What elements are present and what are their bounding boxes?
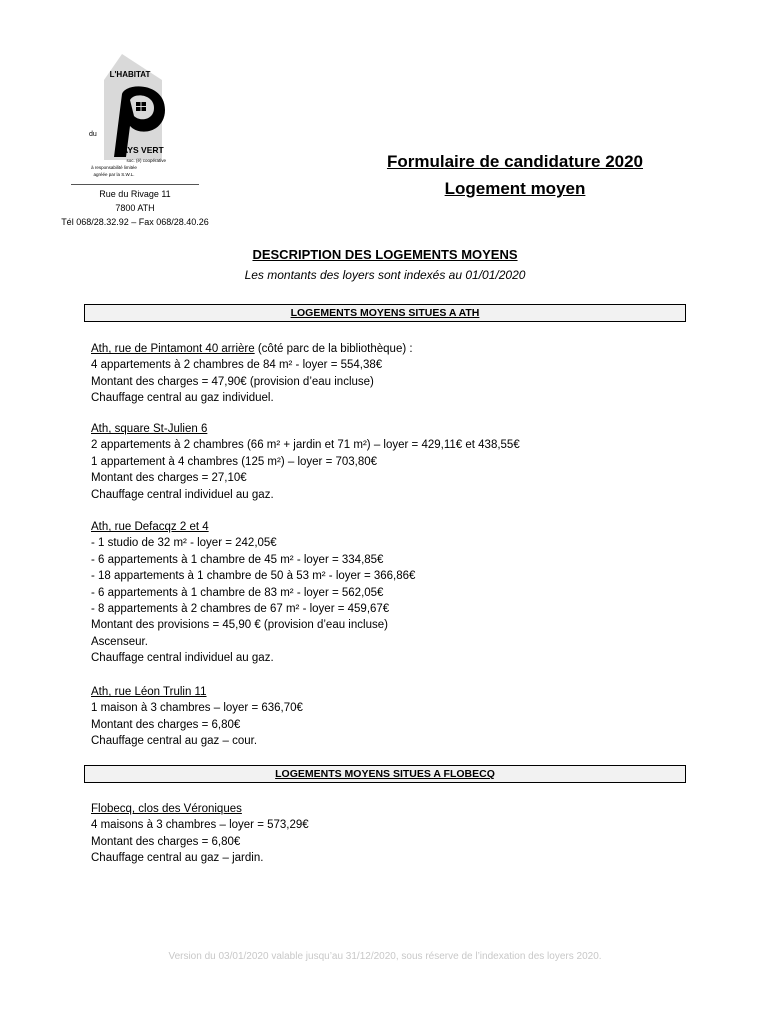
address-city: 7800 ATH	[115, 203, 155, 213]
listing-line: Chauffage central au gaz – jardin.	[91, 852, 264, 865]
address-contact: Tél 068/28.32.92 – Fax 068/28.40.26	[61, 217, 209, 227]
listing-line: - 1 studio de 32 m² - loyer = 242,05€	[91, 537, 277, 550]
section-heading: DESCRIPTION DES LOGEMENTS MOYENS	[252, 247, 518, 262]
logo-top-text: L'HABITAT	[109, 70, 151, 79]
listing-veroniques	[91, 801, 711, 867]
address-street: Rue du Rivage 11	[99, 189, 171, 199]
listing-line: Montant des charges = 47,90€ (provision d’eau incluse)	[91, 375, 374, 388]
listing-line: - 6 appartements à 1 chambre de 83 m² - loyer = 562,05€	[91, 586, 384, 599]
listing-line: - 8 appartements à 2 chambres de 67 m² - loyer = 459,67€	[91, 603, 390, 616]
logo-line2: à responsabilité limitée	[91, 165, 137, 170]
listing-title-suffix: (côté parc de la bibliothèque) :	[254, 343, 413, 355]
listing-title: Flobecq, clos des Véroniques	[91, 803, 242, 815]
listing-line: Montant des charges = 27,10€	[91, 472, 247, 485]
section-box-label: LOGEMENTS MOYENS SITUES A ATH	[290, 307, 480, 319]
listing-pintamont	[91, 341, 711, 407]
listing-line: Chauffage central au gaz – cour.	[91, 735, 258, 748]
listing-leon-trulin	[91, 684, 711, 750]
section-box-label: LOGEMENTS MOYENS SITUES A FLOBECQ	[275, 768, 495, 780]
listing-title: Ath, rue de Pintamont 40 arrière	[91, 343, 255, 355]
section-box-ath	[84, 304, 686, 322]
listing-title: Ath, square St-Julien 6	[91, 423, 208, 435]
listing-line: - 6 appartements à 1 chambre de 45 m² - loyer = 334,85€	[91, 553, 384, 566]
listing-line: Montant des charges = 6,80€	[91, 718, 241, 731]
title-line-1: Formulaire de candidature 2020	[386, 152, 644, 171]
listing-line: Ascenseur.	[91, 635, 148, 648]
logo-line3: agréée par la S.W.L.	[93, 172, 135, 177]
section-box-flobecq	[84, 765, 686, 783]
listing-line: 1 appartement à 4 chambres (125 m²) – loyer = 703,80€	[91, 455, 378, 468]
listing-line: - 18 appartements à 1 chambre de 50 à 53 m² - loyer = 366,86€	[91, 570, 416, 583]
listing-line: Chauffage central au gaz individuel.	[91, 392, 274, 405]
listing-title: Ath, rue Defacqz 2 et 4	[91, 521, 209, 533]
title-line-2: Logement moyen	[444, 179, 586, 198]
address-divider	[71, 184, 199, 185]
logo-du-text: du	[89, 131, 97, 138]
listing-defacqz	[91, 519, 711, 667]
listing-line: Montant des provisions = 45,90 € (provision d’eau incluse)	[91, 619, 388, 632]
listing-st-julien	[91, 421, 711, 503]
logo-brand-text: AYS VERT	[122, 145, 164, 155]
address-block	[30, 178, 240, 229]
listing-line: 2 appartements à 2 chambres (66 m² + jardin et 71 m²) – loyer = 429,11€ et 438,55€	[91, 439, 520, 452]
listing-title: Ath, rue Léon Trulin 11	[91, 686, 207, 698]
logo-line1: soc. (é) coopérative	[126, 158, 166, 163]
listing-line: 4 appartements à 2 chambres de 84 m² - loyer = 554,38€	[91, 359, 383, 372]
version-footer: Version du 03/01/2020 valable jusqu’au 31/12/2020, sous réserve de l’indexation des loyers 2020.	[168, 951, 602, 962]
listing-line: 4 maisons à 3 chambres – loyer = 573,29€	[91, 819, 309, 832]
listing-line: 1 maison à 3 chambres – loyer = 636,70€	[91, 702, 303, 715]
listing-line: Chauffage central individuel au gaz.	[91, 652, 274, 665]
listing-line: Chauffage central individuel au gaz.	[91, 488, 274, 501]
listing-line: Montant des charges = 6,80€	[91, 835, 241, 848]
document-title	[330, 148, 700, 202]
habitat-pays-vert-logo	[70, 52, 188, 180]
section-subheading: Les montants des loyers sont indexés au 01/01/2020	[244, 268, 526, 282]
